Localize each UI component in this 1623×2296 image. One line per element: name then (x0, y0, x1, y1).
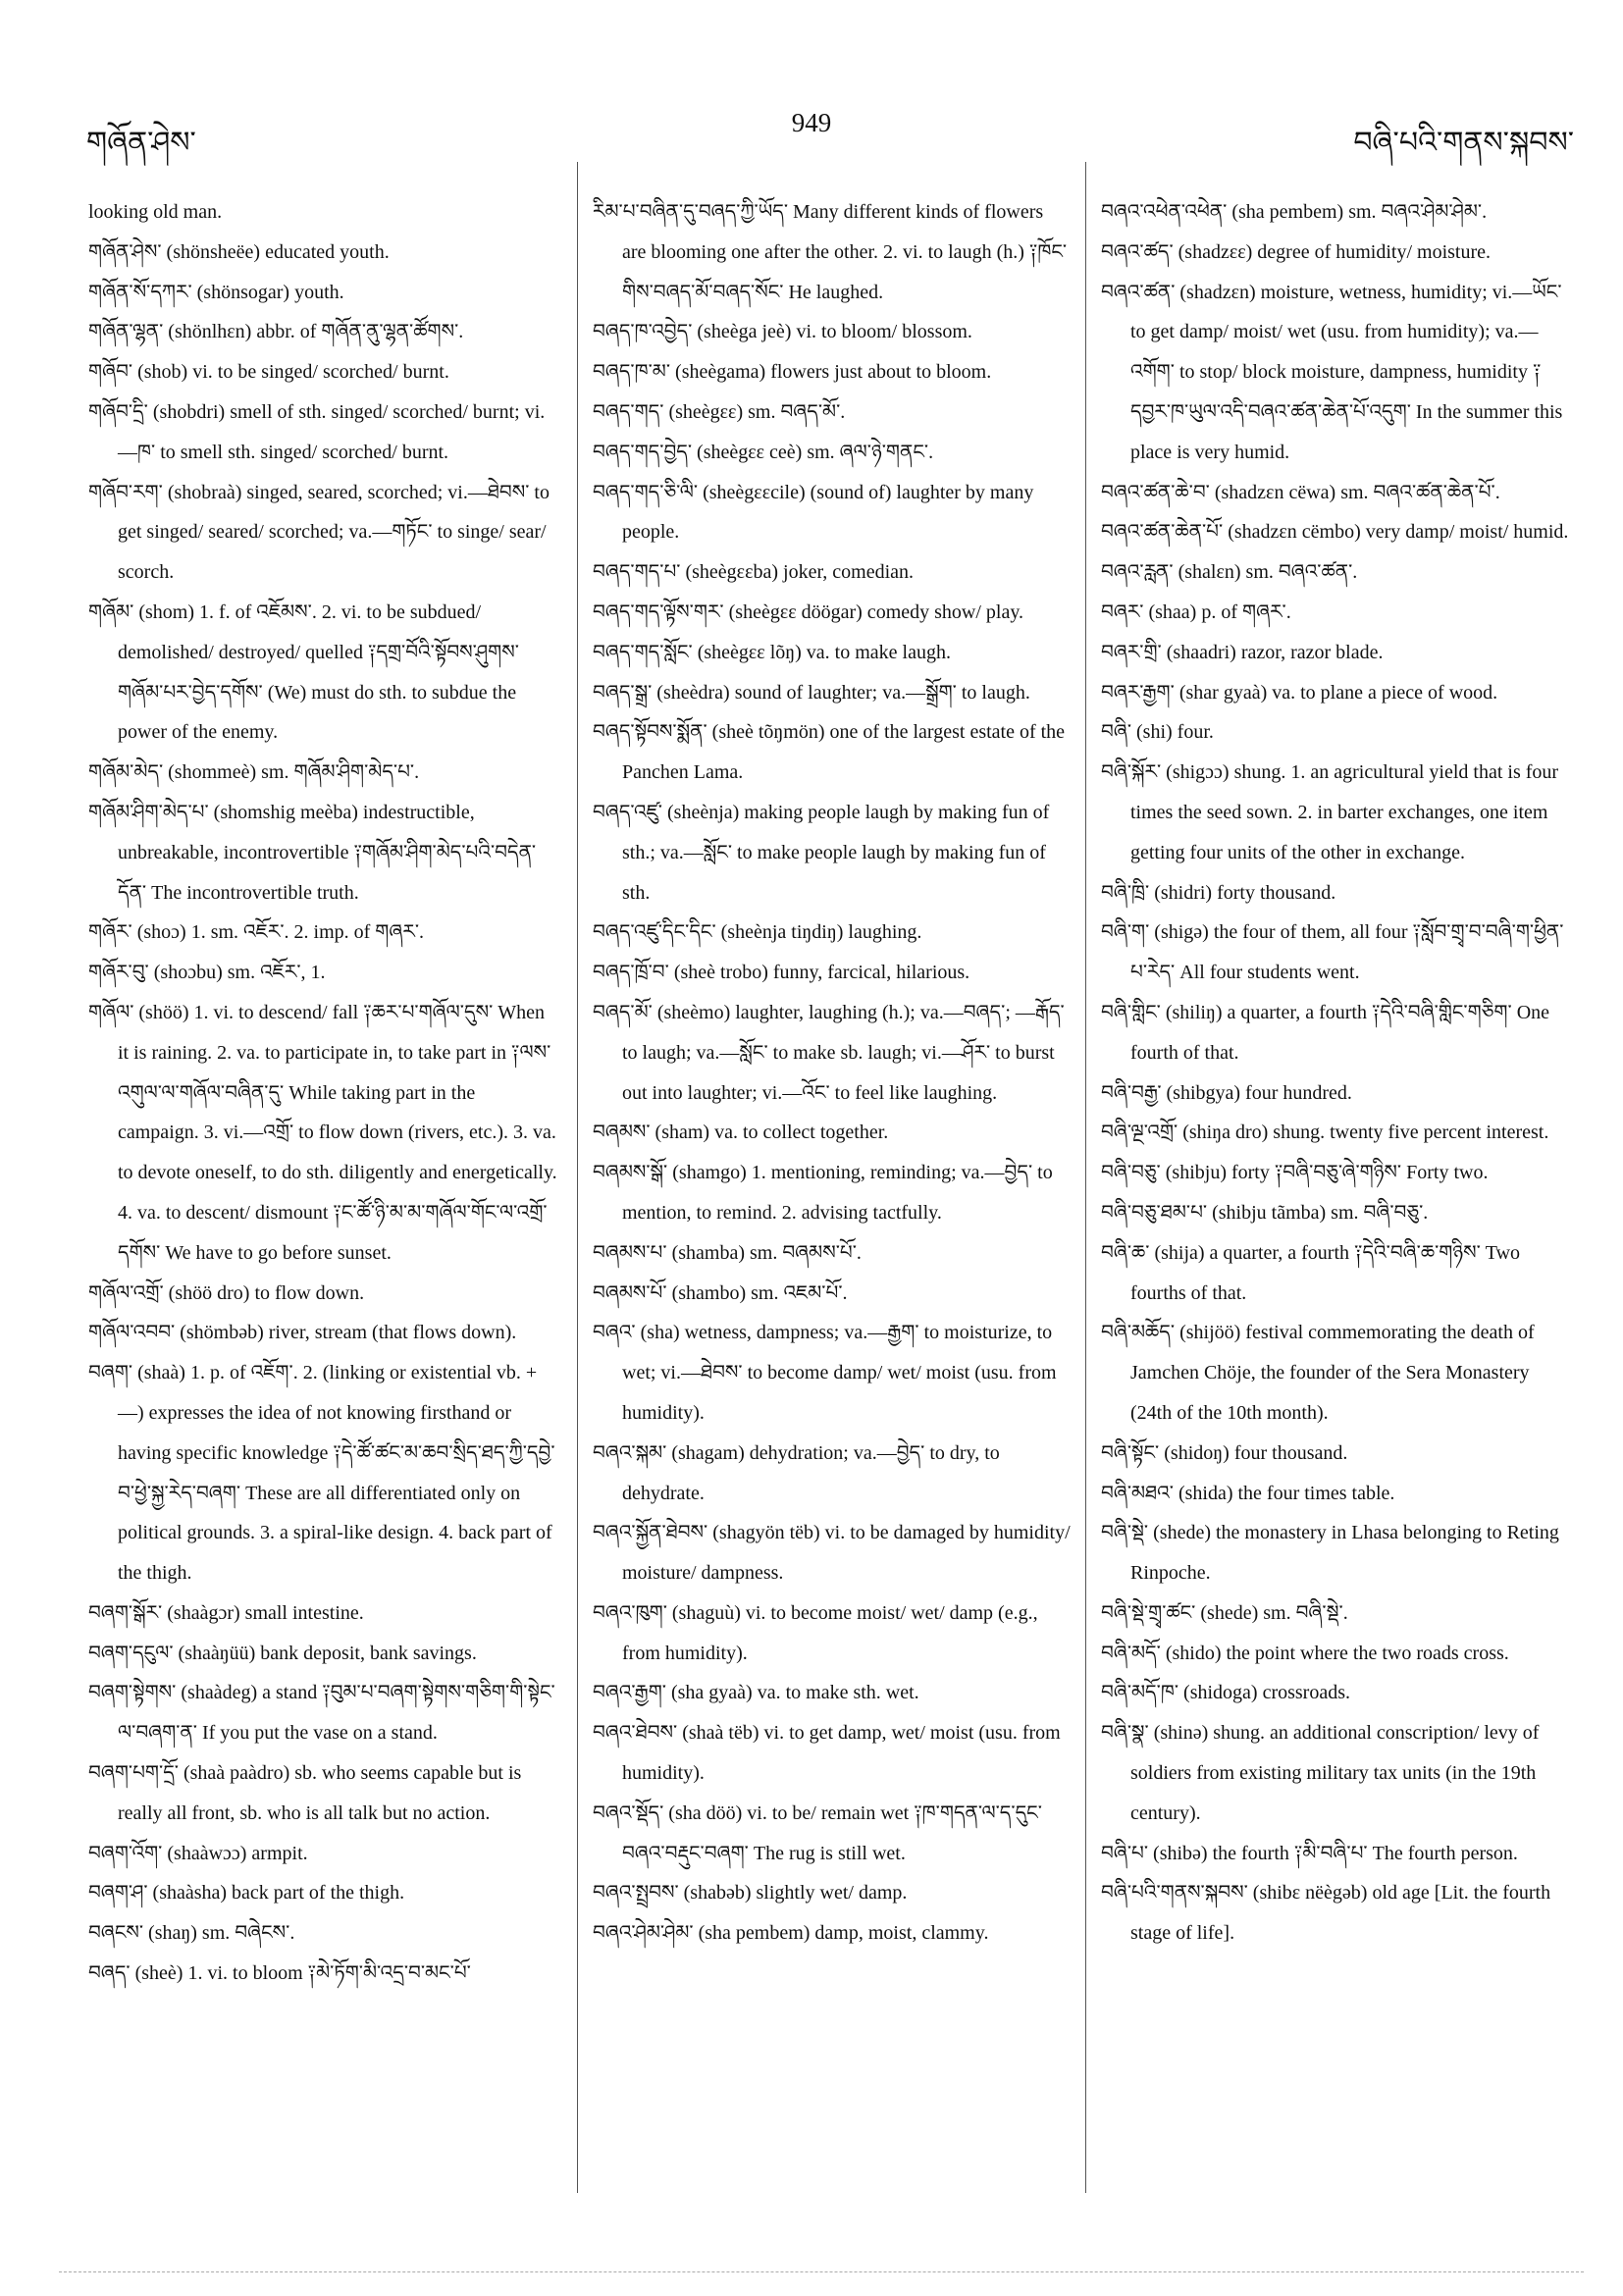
dictionary-entry: བཞི་བརྒྱ་ (shibgya) four hundred. (1101, 1081, 1352, 1104)
dictionary-entry: བཞག་སྟེགས་ (shaàdeg) a stand ༑བུམ་པ་བཞག་སྟེགས་གཅིག་གི་སྟེང་ལ་བཞག་ན་ If you put the vase on a stand. (88, 1682, 555, 1745)
dictionary-entry: བཞི་སྡེ་ (shede) the monastery in Lhasa belonging to Reting Rinpoche. (1101, 1522, 1559, 1585)
column-divider-2 (1085, 162, 1086, 2193)
dictionary-entry: གཞོར་བུ་ (shoɔbu) sm. འཇོར་, 1. (88, 962, 326, 984)
dictionary-entry: བཞི་ག་ (shigə) the four of them, all four ༑སློབ་གྲྭ་བ་བཞི་ག་ཕྱིན་པ་རེད་ All four students went. (1101, 921, 1564, 984)
dictionary-entry: བཞི་སྟོང་ (shidoŋ) four thousand. (1101, 1441, 1348, 1464)
dictionary-entry: བཞའ་ཤེམ་ཤེམ་ (sha pembem) damp, moist, clammy. (593, 1922, 989, 1945)
dictionary-entry: བཞད་གད་ (sheègɛɛ) sm. བཞད་མོ་. (593, 400, 846, 423)
dictionary-entry: གཞོལ་འགྲོ་ (shöö dro) to flow down. (88, 1281, 365, 1304)
dictionary-entry: གཞོབ་དྲི་ (shobdri) smell of sth. singed/ scorched/ burnt; vi.—ཁ་ to smell sth. singed/ scorched/ burnt. (88, 400, 546, 463)
dictionary-entry: བཞའ་སྐམ་ (shagam) dehydration; va.—བྱེད་ to dry, to dehydrate. (593, 1441, 1000, 1504)
dictionary-entry: བཞད་སྟོབས་སྨོན་ (sheè tõŋmön) one of the largest estate of the Panchen Lama. (593, 721, 1066, 784)
dictionary-entry: བཞི་སྐོར་ (shigɔɔ) shung. 1. an agricultural yield that is four times the seed sown. 2. in barter exchanges, one item getting four units of the other in exchange. (1101, 761, 1559, 863)
dictionary-entry: བཞའ་ཐེབས་ (shaà tëb) vi. to get damp, wet/ moist (usu. from humidity). (593, 1722, 1061, 1785)
dictionary-entry: བཞི་པའི་གནས་སྐབས་ (shibɛ nëègəb) old age [Lit. the fourth stage of life]. (1101, 1882, 1551, 1945)
column-2 (593, 192, 1072, 1954)
dictionary-entry: བཞི་བཅུ་ (shibju) forty ༑བཞི་བཅུ་ཞེ་གཉིས་ Forty two. (1101, 1162, 1489, 1184)
page-number: 949 (791, 108, 832, 137)
dictionary-entry: བཞད་ (sheè) 1. vi. to bloom ༑མེ་ཏོག་མི་འདྲ་བ་མང་པོ་ (88, 1962, 471, 1985)
dictionary-entry: གཞོལ་ (shöö) 1. vi. to descend/ fall ༑ཆར་པ་གཞོལ་དུས་ When it is raining. 2. va. to participate in, to take part in ༑ལས་འགུལ་ལ་གཞོལ་བཞིན་དུ་ While taking part in the campaign. 3. vi.—འགྲོ་ to flow down (rivers, etc.). 3. va. to devote oneself, to do sth. diligently and energetically. 4. va. to descent/ dismount ༑ང་ཚོ་ཉི་མ་མ་གཞོལ་གོང་ལ་འགྲོ་དགོས་ We have to go before sunset. (88, 1001, 557, 1264)
dictionary-entry: བཞི་མཆོད་ (shijöö) festival commemorating the death of Jamchen Chöje, the founder of the Sera Monastery (24th of the 10th month). (1101, 1322, 1535, 1424)
dictionary-entry: གཞོན་ལྷན་ (shönlhɛn) abbr. of གཞོན་ནུ་ལྷན་ཚོགས་. (88, 321, 464, 343)
dictionary-entry: བཞའ་ཚད་ (shadzɛɛ) degree of humidity/ moisture. (1101, 240, 1492, 263)
dictionary-entry: བཞའ་སྐྱོན་ཐེབས་ (shagyön tëb) vi. to be damaged by humidity/ moisture/ dampness. (593, 1522, 1071, 1585)
dictionary-entry: བཞི་སྡེ་གྲྭ་ཚང་ (shede) sm. བཞི་སྡེ་. (1101, 1601, 1348, 1624)
dictionary-entry: བཞའ་ཚན་ (shadzɛn) moisture, wetness, humidity; vi.—ཡོང་ to get damp/ moist/ wet (usu. from humidity); va.—འགོག་ to stop/ block moisture, dampness, humidity ༑དབྱར་ཁ་ཡུལ་འདི་བཞའ་ཚན་ཆེན་པོ་འདུག་ In the summer this place is very humid. (1101, 281, 1563, 463)
dictionary-entry: རིམ་པ་བཞིན་དུ་བཞད་ཀྱི་ཡོད་ Many different kinds of flowers are blooming one after the other. 2. vi. to laugh (h.) ༑ཁོང་གིས་བཞད་མོ་བཞད་སོང་ He laughed. (593, 201, 1068, 303)
dictionary-entry: བཞི་མཐའ་ (shida) the four times table. (1101, 1482, 1395, 1504)
dictionary-entry: གཞོན་ཤེས་ (shönsheëe) educated youth. (88, 240, 390, 263)
dictionary-entry: བཞམས་ (sham) va. to collect together. (593, 1122, 889, 1144)
dictionary-entry: བཞད་ཁ་མ་ (sheègama) flowers just about to bloom. (593, 361, 992, 384)
dictionary-entry: བཞག་པག་དྲོ་ (shaà paàdro) sb. who seems capable but is really all front, sb. who is all talk but no action. (88, 1762, 522, 1824)
dictionary-entry: གཞོབ་ (shob) vi. to be singed/ scorched/ burnt. (88, 361, 449, 384)
dictionary-entry: བཞི་ཆ་ (shija) a quarter, a fourth ༑དེའི་བཞི་ཆ་གཉིས་ Two fourths of that. (1101, 1241, 1521, 1304)
dictionary-entry: བཞའ་སྤྲབས་ (shabəb) slightly wet/ damp. (593, 1882, 908, 1905)
dictionary-entry: བཞི་ (shi) four. (1101, 721, 1214, 744)
dictionary-entry: བཞད་གད་ལྟོས་གར་ (sheègɛɛ döögar) comedy show/ play. (593, 600, 1024, 623)
dictionary-entry: གཞོབ་རག་ (shobraà) singed, seared, scorched; vi.—ཐེབས་ to get singed/ seared/ scorched; va.—གཏོང་ to singe/ sear/ scorch. (88, 481, 550, 584)
dictionary-entry: བཞི་མདོ་ཁ་ (shidoga) crossroads. (1101, 1682, 1351, 1704)
dictionary-entry: བཞག་ (shaà) 1. p. of འཇོག་. 2. (linking or existential vb. + —) expresses the idea of not knowing firsthand or having specific knowledge ༑དེ་ཚོ་ཚང་མ་ཆབ་སྲིད་ཐད་ཀྱི་དབྱེ་བ་ཕྱེ་སྐྱ་རེད་བཞག་ These are all differentiated only on political grounds. 3. a spiral-like design. 4. back part of the thigh. (88, 1362, 555, 1585)
dictionary-entry: བཞའ་སྡོད་ (sha döö) vi. to be/ remain wet ༑ཁ་གདན་ལ་ད་དུང་བཞའ་བརྡུང་བཞག་ The rug is still wet. (593, 1801, 1042, 1864)
dictionary-entry: བཞག་དངུལ་ (shaàŋüü) bank deposit, bank savings. (88, 1642, 477, 1664)
dictionary-entry: བཞད་མོ་ (sheèmo) laughter, laughing (h.); va.—བཞད་; —རྒོད་ to laugh; va.—སློང་ to make sb. laugh; vi.—ཤོར་ to burst out into laughter; vi.—འོང་ to feel like laughing. (593, 1001, 1065, 1104)
dictionary-entry: བཞག་ཤ་ (shaàsha) back part of the thigh. (88, 1882, 405, 1905)
dictionary-entry: བཞད་ཁྲོ་བ་ (sheè trobo) funny, farcical, hilarious. (593, 962, 970, 984)
header-left-guide-word: གཞོན་ཤེས་ (86, 126, 196, 160)
dictionary-entry: བཞར་ (shaa) p. of གཞར་. (1101, 600, 1291, 623)
dictionary-entry: གཞོམ་ (shom) 1. f. of འཇོམས་. 2. vi. to be subdued/ demolished/ destroyed/ quelled ༑དགྲ་བོའི་སྟོབས་ཤུགས་གཞོམ་པར་བྱེད་དགོས་ (We) must do sth. to subdue the power of the enemy. (88, 600, 519, 744)
dictionary-entry: བཞད་འཛུ་དིང་དིང་ (sheènja tiŋdiŋ) laughing. (593, 921, 922, 944)
dictionary-entry: བཞར་གྲི་ (shaadri) razor, razor blade. (1101, 641, 1384, 663)
dictionary-entry: བཞད་གད་ཅི་ལི་ (sheègɛɛcile) (sound of) laughter by many people. (593, 481, 1034, 544)
dictionary-entry: བཞི་མདོ་ (shido) the point where the two roads cross. (1101, 1642, 1509, 1664)
dictionary-entry: བཞམས་པ་ (shamba) sm. བཞམས་པོ་. (593, 1241, 862, 1264)
column-3 (1101, 192, 1572, 1954)
dictionary-entry: བཞད་སྒྲ་ (sheèdra) sound of laughter; va.—སྒྲོག་ to laugh. (593, 681, 1030, 704)
dictionary-entry: བཞར་རྒྱག་ (shar gyaà) va. to plane a piece of wood. (1101, 681, 1498, 704)
dictionary-entry: བཞའ་ཚན་ཆེ་བ་ (shadzɛn cëwa) sm. བཞའ་ཚན་ཆེན་པོ་. (1101, 481, 1500, 503)
dictionary-entry: བཞག་འོག་ (shaàwɔɔ) armpit. (88, 1842, 308, 1864)
dictionary-entry: གཞོར་ (shoɔ) 1. sm. འཇོར་. 2. imp. of གཞར་. (88, 921, 425, 944)
dictionary-entry: བཞའ་རྒྱག་ (sha gyaà) va. to make sth. wet. (593, 1682, 919, 1704)
dictionary-entry: looking old man. (88, 201, 223, 223)
dictionary-entry: བཞི་ཁྲི་ (shidri) forty thousand. (1101, 881, 1336, 904)
dictionary-entry: བཞངས་ (shaŋ) sm. བཞེངས་. (88, 1922, 295, 1945)
dictionary-entry: བཞད་འཛུ་ (sheènja) making people laugh by making fun of sth.; va.—སློང་ to make people laugh by making fun of sth. (593, 801, 1050, 904)
dictionary-entry: བཞམས་པོ་ (shambo) sm. འཇམ་པོ་. (593, 1281, 848, 1304)
column-divider-1 (577, 162, 578, 2193)
dictionary-entry: བཞའ་ཁུག་ (shaguù) vi. to become moist/ wet/ damp (e.g., from humidity). (593, 1601, 1038, 1664)
dictionary-entry: གཞོན་སོ་དཀར་ (shönsogar) youth. (88, 281, 344, 303)
dictionary-entry: བཞི་བཅུ་ཐམ་པ་ (shibju tãmba) sm. བཞི་བཅུ་. (1101, 1201, 1429, 1224)
dictionary-entry: བཞི་པ་ (shibə) the fourth ༑མི་བཞི་པ་ The fourth person. (1101, 1842, 1518, 1864)
dictionary-entry: བཞི་ལྔ་འགྲོ་ (shiŋa dro) shung. twenty five percent interest. (1101, 1122, 1549, 1144)
dictionary-entry: བཞའ་ཚན་ཆེན་པོ་ (shadzɛn cëmbo) very damp/ moist/ humid. (1101, 521, 1569, 544)
dictionary-entry: གཞོམ་ཤིག་མེད་པ་ (shomshig meèba) indestructible, unbreakable, incontrovertible ༑གཞོམ་ཤིག་མེད་པའི་བདེན་དོན་ The incontrovertible truth. (88, 801, 537, 904)
dictionary-entry: བཞད་གད་པ་ (sheègɛɛba) joker, comedian. (593, 561, 915, 584)
dictionary-entry: གཞོམ་མེད་ (shommeè) sm. གཞོམ་ཤིག་མེད་པ་. (88, 761, 420, 784)
header-right-guide-word: བཞི་པའི་གནས་སྐབས་ (1353, 126, 1574, 160)
dictionary-entry: བཞི་གླིང་ (shiliŋ) a quarter, a fourth ༑དེའི་བཞི་གླིང་གཅིག་ One fourth of that. (1101, 1001, 1550, 1064)
dictionary-entry: བཞི་སྣ་ (shinə) shung. an additional conscription/ levy of soldiers from existing military tax units (in the 19th century). (1101, 1722, 1540, 1824)
dictionary-entry: བཞད་གད་བྱེད་ (sheègɛɛ ceè) sm. ཞལ་ཉེ་གནང་. (593, 441, 934, 463)
dictionary-entry: བཞད་གད་སློང་ (sheègɛɛ lõŋ) va. to make laugh. (593, 641, 951, 663)
dictionary-entry: བཞའ་ (sha) wetness, dampness; va.—རྒྱག་ to moisturize, to wet; vi.—ཐེབས་ to become damp/ wet/ moist (usu. from humidity). (593, 1322, 1057, 1424)
column-1 (88, 192, 559, 1994)
dictionary-entry: བཞའ་རླན་ (shalɛn) sm. བཞའ་ཚན་. (1101, 561, 1358, 584)
dictionary-entry: བཞག་སྒོར་ (shaàgɔr) small intestine. (88, 1601, 364, 1624)
bottom-scan-edge (59, 2271, 1584, 2272)
dictionary-entry: གཞོལ་འབབ་ (shömbəb) river, stream (that flows down). (88, 1322, 517, 1344)
dictionary-entry: བཞད་ཁ་འབྱེད་ (sheèga jeè) vi. to bloom/ blossom. (593, 321, 972, 343)
dictionary-entry: བཞམས་སྒོ་ (shamgo) 1. mentioning, reminding; va.—བྱེད་ to mention, to remind. 2. advising tactfully. (593, 1162, 1053, 1224)
dictionary-entry: བཞའ་འཕེན་འཕེན་ (sha pembem) sm. བཞའ་ཤེམ་ཤེམ་. (1101, 201, 1488, 223)
